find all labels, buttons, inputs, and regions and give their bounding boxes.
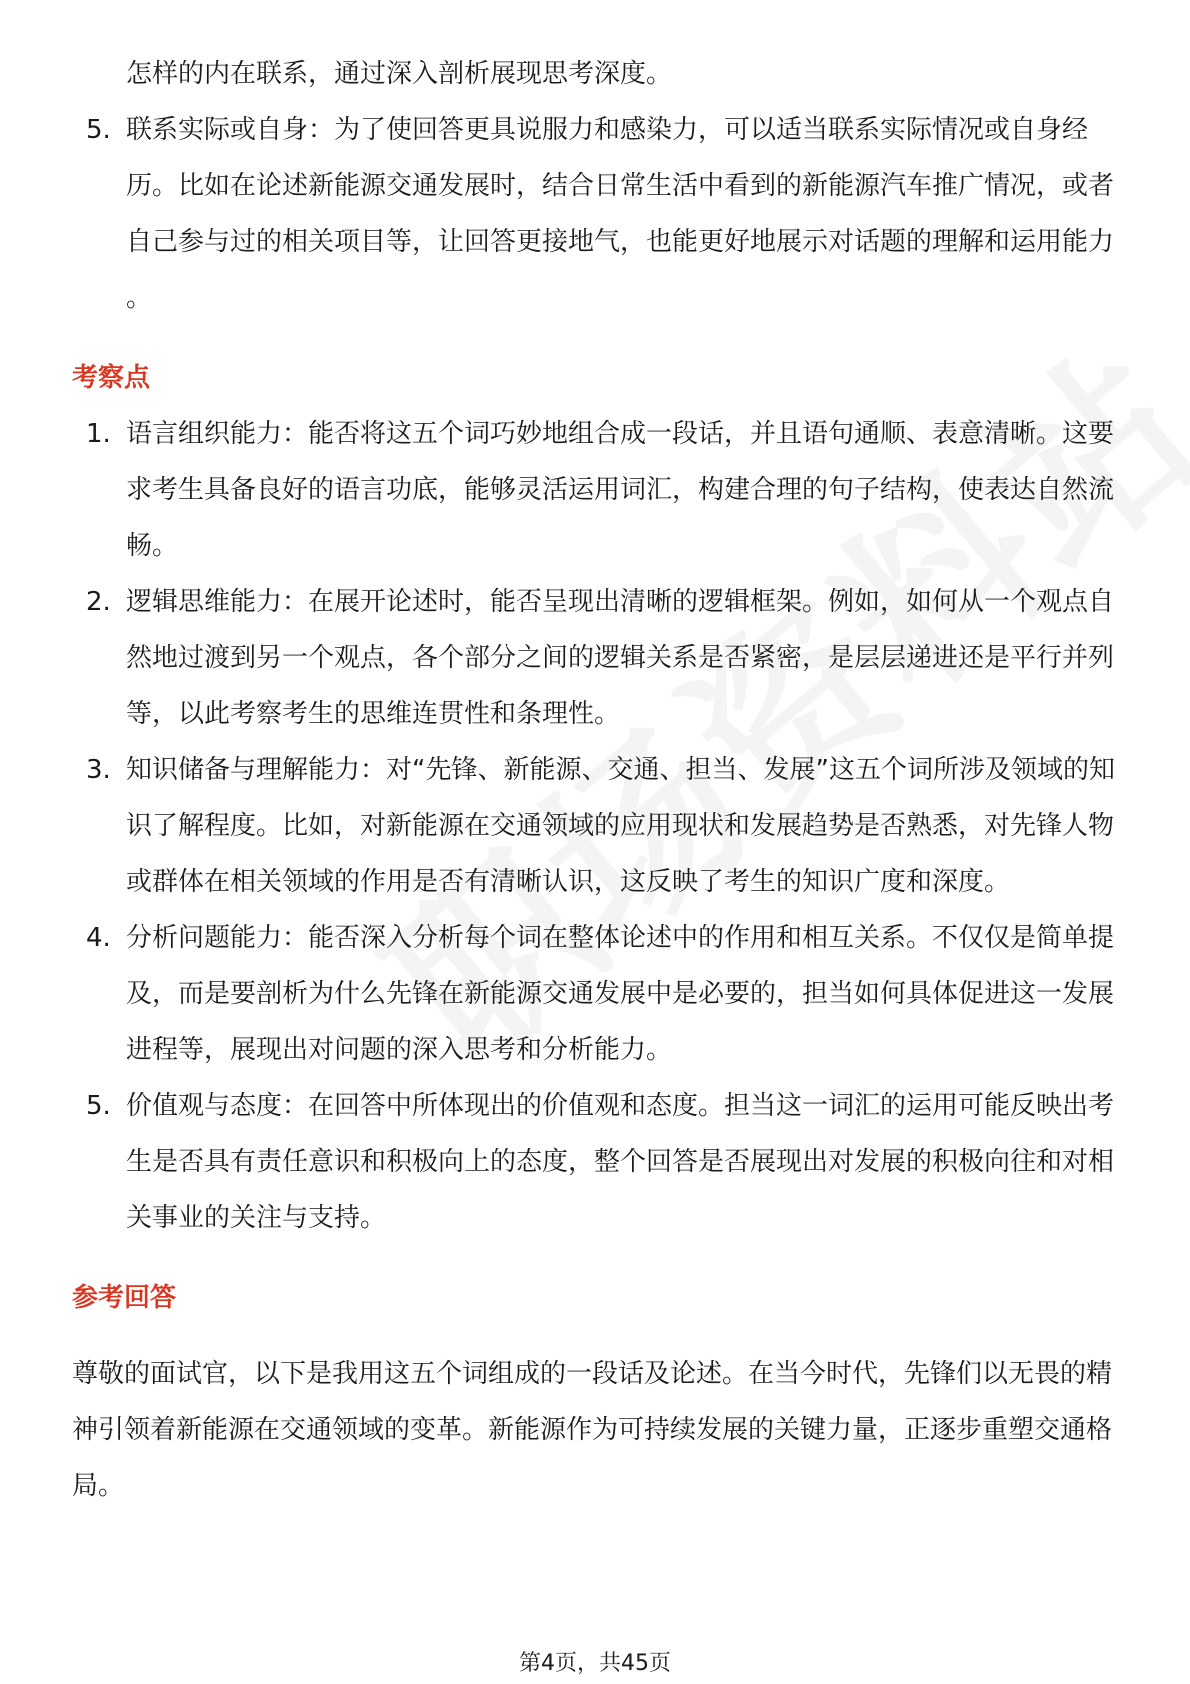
section-title-cankao: 参考回答 bbox=[72, 1283, 177, 1313]
continuation-text: 怎样的内在联系，通过深入剖析展现思考深度。 bbox=[126, 59, 673, 89]
page-content bbox=[72, 46, 1118, 1514]
list-item-number: 3. bbox=[86, 755, 111, 785]
list-item-number: 5. bbox=[86, 115, 111, 145]
list-item bbox=[72, 406, 1118, 574]
kaocha-list bbox=[72, 406, 1118, 1246]
list-item bbox=[72, 910, 1118, 1078]
list-item-number: 4. bbox=[86, 923, 111, 953]
list-item-text: 逻辑思维能力：在展开论述时，能否呈现出清晰的逻辑框架。例如，如何从一个观点自然地过渡到另一个观点，各个部分之间的逻辑关系是否紧密，是层层递进还是平行并列等，以此考察考生的思维连贯性和条理性。 bbox=[126, 587, 1115, 729]
list-item-text: 联系实际或自身：为了使回答更具说服力和感染力，可以适当联系实际情况或自身经历。比如在论述新能源交通发展时，结合日常生活中看到的新能源汽车推广情况，或者自己参与过的相关项目等，让回答更接地气，也能更好地展示对话题的理解和运用能力 。 bbox=[126, 115, 1115, 313]
page-number-footer: 第4页，共45页 bbox=[519, 1651, 671, 1676]
list-item-text: 分析问题能力：能否深入分析每个词在整体论述中的作用和相互关系。不仅仅是简单提及，而是要剖析为什么先锋在新能源交通发展中是必要的，担当如何具体促进这一发展进程等，展现出对问题的深入思考和分析能力。 bbox=[126, 923, 1115, 1065]
list-item-number: 5. bbox=[86, 1091, 111, 1121]
list-item-number: 2. bbox=[86, 587, 111, 617]
list-item-text: 语言组织能力：能否将这五个词巧妙地组合成一段话，并且语句通顺、表意清晰。这要求考生具备良好的语言功底，能够灵活运用词汇，构建合理的句子结构，使表达自然流畅。 bbox=[126, 419, 1115, 561]
list-item-text: 价值观与态度：在回答中所体现出的价值观和态度。担当这一词汇的运用可能反映出考生是否具有责任意识和积极向上的态度，整个回答是否展现出对发展的积极向往和对相关事业的关注与支持。 bbox=[126, 1091, 1115, 1233]
top-list bbox=[72, 102, 1118, 326]
list-item bbox=[72, 574, 1118, 742]
list-item bbox=[72, 102, 1118, 326]
section-title-kaocha: 考察点 bbox=[72, 363, 151, 393]
reference-answer-paragraph: 尊敬的面试官，以下是我用这五个词组成的一段话及论述。在当今时代，先锋们以无畏的精神引领着新能源在交通领域的变革。新能源作为可持续发展的关键力量，正逐步重塑交通格局。 bbox=[72, 1359, 1113, 1501]
list-item bbox=[72, 742, 1118, 910]
list-item bbox=[72, 1078, 1118, 1246]
list-item-number: 1. bbox=[86, 419, 111, 449]
list-item-text: 知识储备与理解能力：对“先锋、新能源、交通、担当、发展”这五个词所涉及领域的知识了解程度。比如，对新能源在交通领域的应用现状和发展趋势是否熟悉，对先锋人物或群体在相关领域的作用是否有清晰认识，这反映了考生的知识广度和深度。 bbox=[126, 755, 1115, 897]
